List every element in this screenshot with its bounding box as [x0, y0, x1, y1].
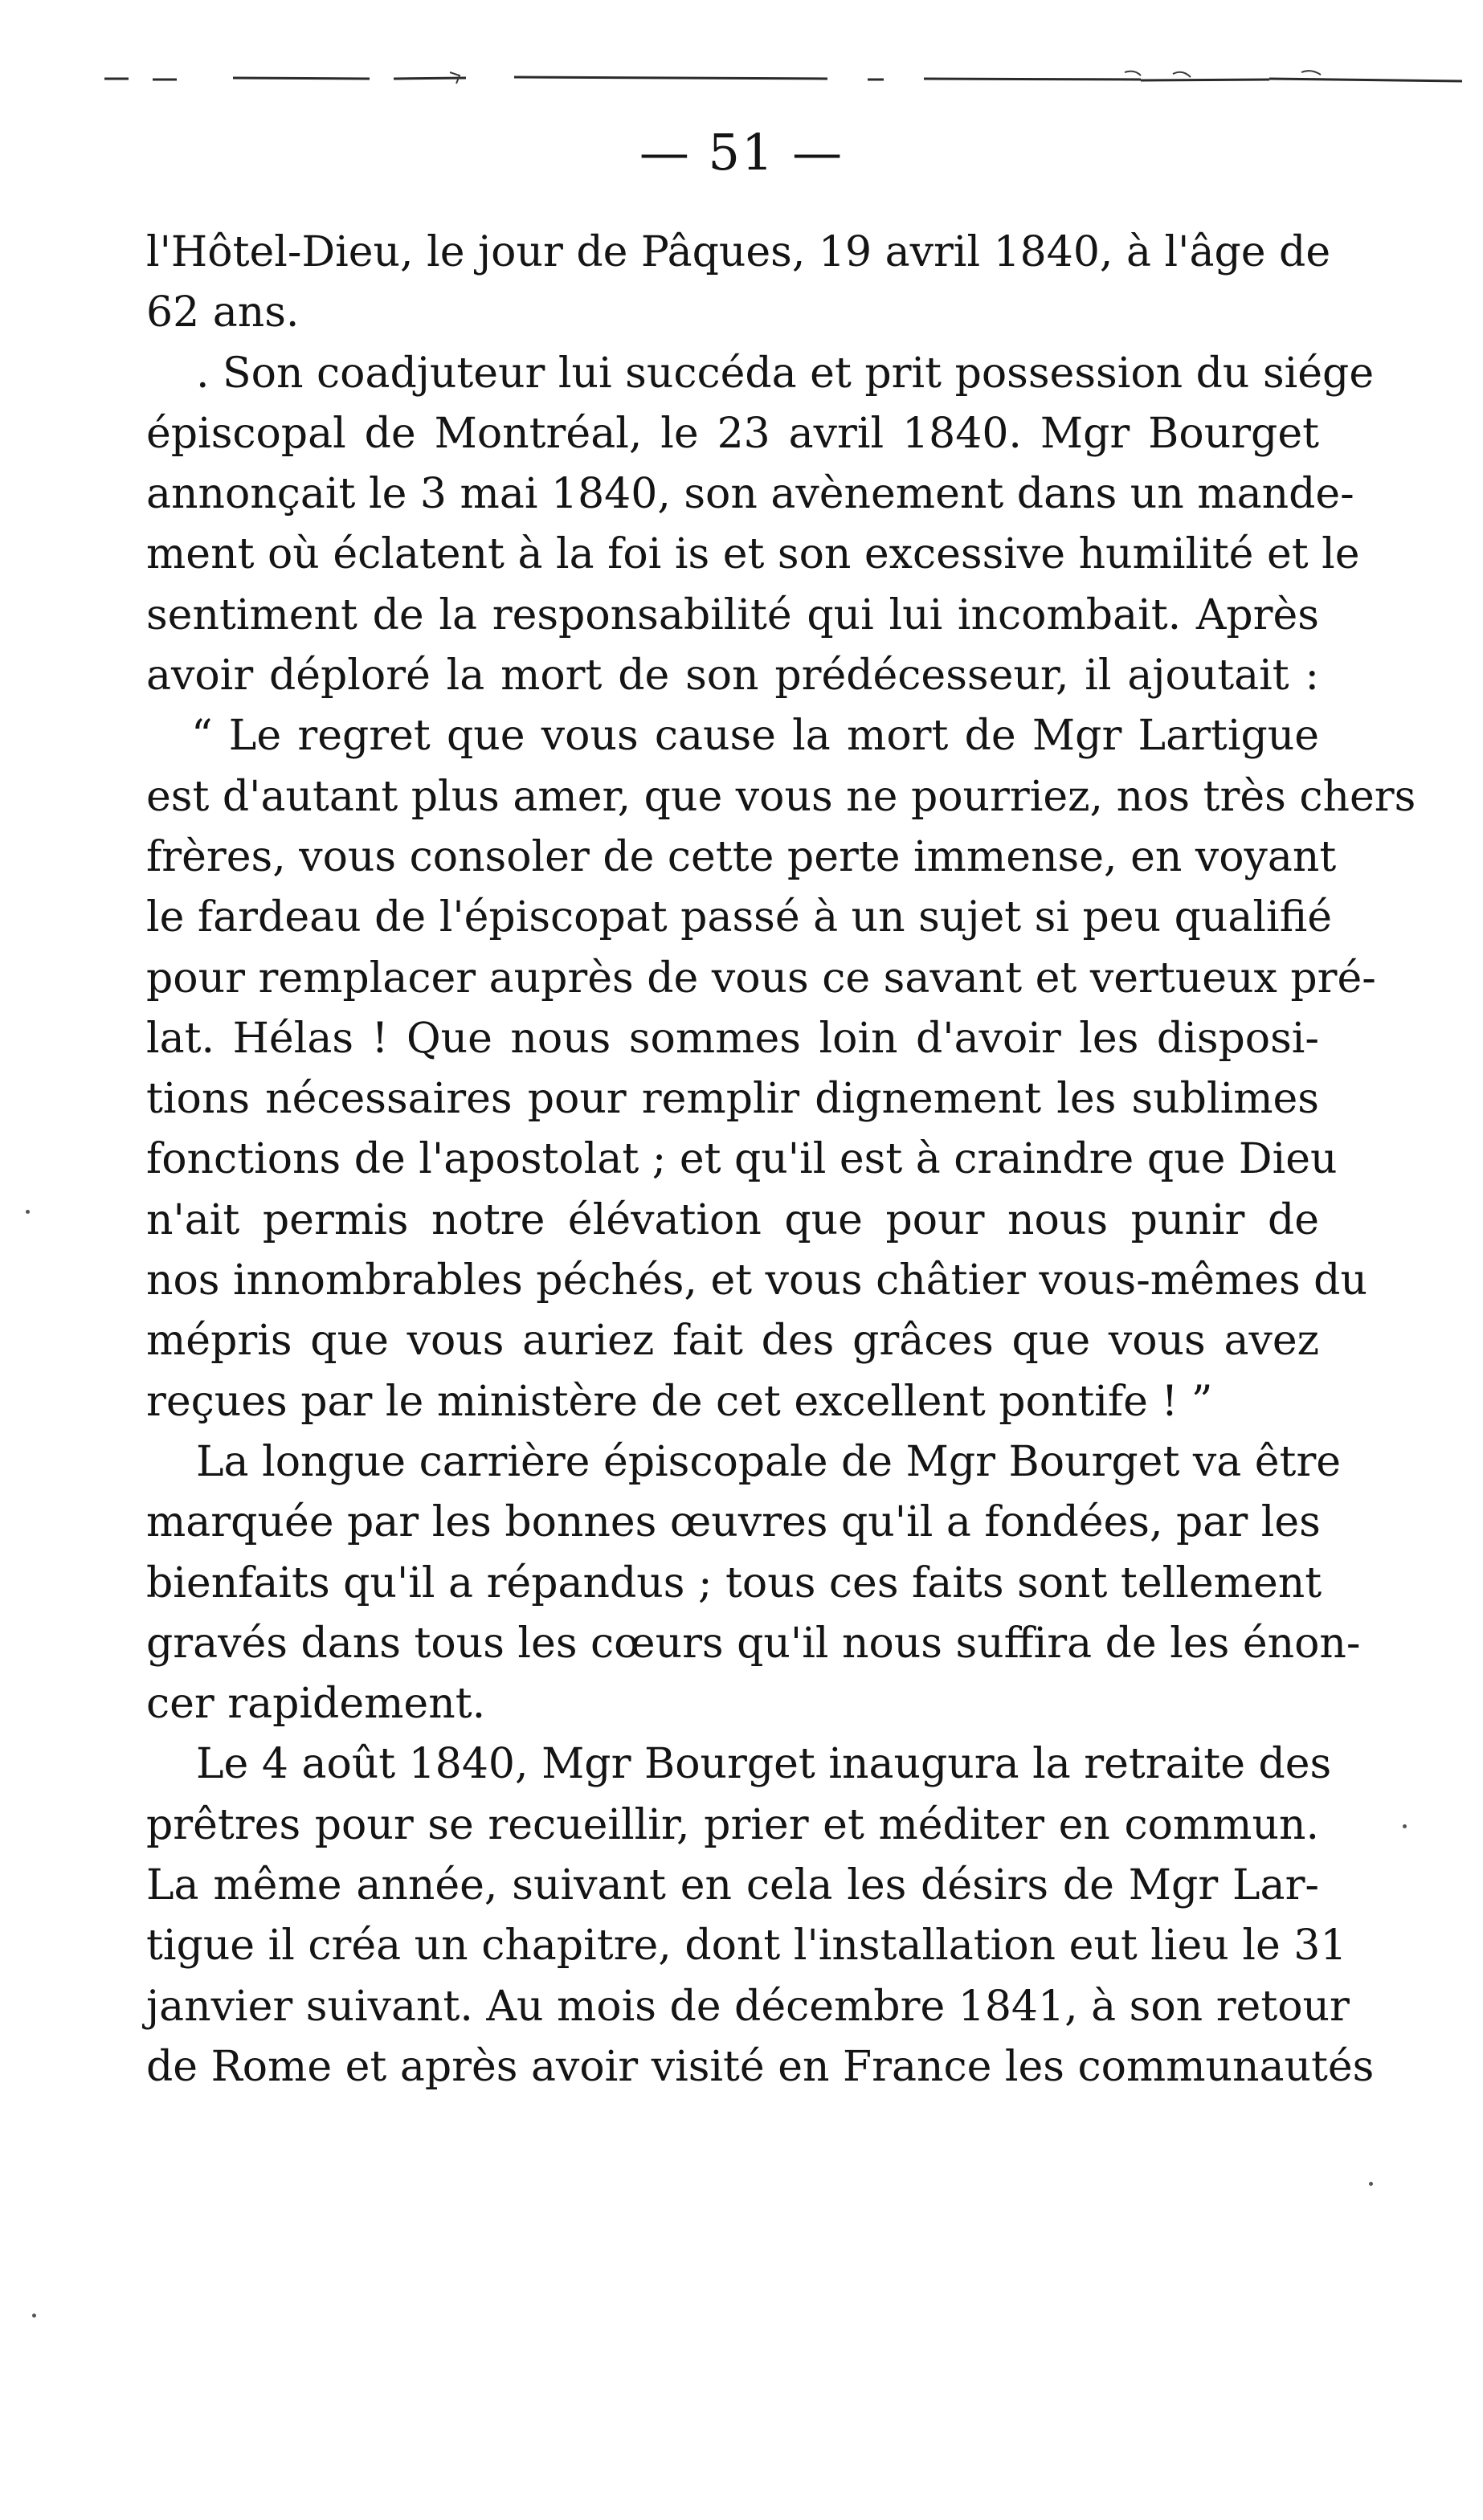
text-line: janvier suivant. Au mois de décembre 1841, à son retour — [146, 1982, 1350, 2031]
text-line: . Son coadjuteur lui succéda et prit possession du siége — [196, 349, 1375, 398]
page-number: — 51 — — [639, 123, 844, 182]
text-line: frères, vous consoler de cette perte immense, en voyant — [146, 832, 1337, 881]
text-line: 62 ans. — [146, 288, 300, 337]
text-line: tigue il créa un chapitre, dont l'installation eut lieu le 31 — [146, 1922, 1347, 1971]
text-line: est d'autant plus amer, que vous ne pourriez, nos très chers — [146, 772, 1416, 821]
scan-speck — [1369, 2182, 1373, 2186]
text-line: annonçait le 3 mai 1840, son avènement dans un mande- — [146, 470, 1354, 519]
text-line: n'ait permis notre élévation que pour nous punir de — [146, 1195, 1319, 1244]
scan-speck — [1403, 1824, 1407, 1828]
text-line: fonctions de l'apostolat ; et qu'il est à craindre que Dieu — [146, 1135, 1338, 1184]
text-line: bienfaits qu'il a répandus ; tous ces faits sont tellement — [146, 1558, 1322, 1607]
text-line: gravés dans tous les cœurs qu'il nous suffira de les énon- — [146, 1619, 1361, 1668]
top-rule-decoration — [16, 67, 1462, 92]
text-line: lat. Hélas ! Que nous sommes loin d'avoir les disposi- — [146, 1014, 1319, 1063]
text-line: cer rapidement. — [146, 1680, 486, 1729]
text-line: de Rome et après avoir visité en France les communautés — [146, 2042, 1375, 2091]
text-line: marquée par les bonnes œuvres qu'il a fondées, par les — [146, 1498, 1321, 1547]
text-line: prêtres pour se recueillir, prier et méditer en commun. — [146, 1800, 1319, 1849]
text-line: tions nécessaires pour remplir dignement les sublimes — [146, 1075, 1319, 1124]
text-line: nos innombrables péchés, et vous châtier vous-mêmes du — [146, 1256, 1367, 1305]
text-line: épiscopal de Montréal, le 23 avril 1840. Mgr Bourget — [146, 409, 1319, 458]
text-line: sentiment de la responsabilité qui lui incombait. Après — [146, 590, 1319, 639]
text-line: avoir déploré la mort de son prédécesseur, il ajoutait : — [146, 651, 1319, 700]
scan-speck — [32, 2314, 36, 2318]
text-line: pour remplacer auprès de vous ce savant et vertueux pré- — [146, 954, 1376, 1003]
scan-speck — [26, 1210, 30, 1214]
text-line: “ Le regret que vous cause la mort de Mgr Lartigue — [191, 712, 1319, 761]
text-line: Le 4 août 1840, Mgr Bourget inaugura la retraite des — [196, 1740, 1332, 1789]
text-line: le fardeau de l'épiscopat passé à un sujet si peu qualifié — [146, 893, 1333, 942]
body-text — [146, 223, 1416, 2097]
text-line: ment où éclatent à la foi is et son excessive humilité et le — [146, 530, 1360, 579]
text-line: La longue carrière épiscopale de Mgr Bourget va être — [196, 1437, 1342, 1486]
text-line: l'Hôtel-Dieu, le jour de Pâques, 19 avril 1840, à l'âge de — [146, 228, 1331, 276]
text-line: La même année, suivant en cela les désirs de Mgr Lar- — [146, 1861, 1319, 1910]
text-line: mépris que vous auriez fait des grâces que vous avez — [146, 1317, 1319, 1366]
text-line: reçues par le ministère de cet excellent pontife ! ” — [146, 1377, 1213, 1426]
